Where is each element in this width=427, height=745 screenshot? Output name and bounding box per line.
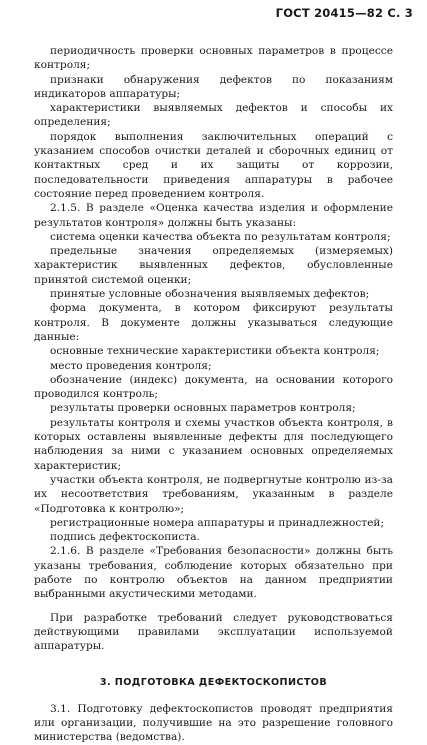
paragraph: периодичность проверки основных параметров в процессе контроля; (34, 45, 393, 72)
clause-3-1: 3.1. Подготовку дефектоскопистов проводят предприятия или организации, получившие на это разрешение головного министерства (ведомства). (34, 702, 393, 744)
paragraph: При разработке требований следует руководствоваться действующими правилами эксплуатации используемой аппаратуры. (34, 611, 393, 653)
clause-2-1-5: 2.1.5. В разделе «Оценка качества изделия и оформление результатов контроля» должны быть указаны: (34, 202, 393, 229)
paragraph: признаки обнаружения дефектов по показаниям индикаторов аппаратуры; (34, 73, 393, 100)
paragraph: место проведения контроля; (50, 359, 212, 372)
paragraph: подпись дефектоскописта. (50, 531, 200, 544)
paragraph: основные технические характеристики объекта контроля; (50, 345, 380, 358)
section-heading: 3. ПОДГОТОВКА ДЕФЕКТОСКОПИСТОВ (99, 677, 328, 689)
paragraph: порядок выполнения заключительных операций с указанием способов очистки деталей и сборочных единиц от контактных сред и их защиты от коррозии, последовательности приведения аппаратуры в рабочее состояние перед проведением контроля. (34, 130, 393, 200)
running-head: ГОСТ 20415—82 С. 3 (275, 6, 413, 20)
page-body (34, 44, 393, 745)
paragraph: характеристики выявляемых дефектов и способы их определения; (34, 102, 393, 129)
paragraph: регистрационные номера аппаратуры и принадлежностей; (50, 516, 385, 529)
paragraph: участки объекта контроля, не подвергнутые контролю из-за их несоответствия требованиям, указанным в разделе «Подготовка к контролю»; (34, 473, 393, 515)
clause-2-1-6: 2.1.6. В разделе «Требования безопасности» должны быть указаны требования, соблюдение которых обязательно при работе по контролю объектов на данном предприятии выбранными акустическими методами. (34, 545, 393, 601)
paragraph: обозначение (индекс) документа, на основании которого проводился контроль; (34, 373, 393, 401)
paragraph: принятые условные обозначения выявляемых дефектов; (50, 288, 370, 301)
paragraph: предельные значения определяемых (измеряемых) характеристик выявленных дефектов, обусловленные принятой системой оценки; (34, 245, 393, 286)
paragraph: форма документа, в котором фиксируют результаты контроля. В документе должны указываться следующие данные: (34, 302, 393, 343)
paragraph: результаты проверки основных параметров контроля; (50, 402, 356, 415)
paragraph: система оценки качества объекта по результатам контроля; (50, 230, 391, 243)
paragraph: результаты контроля и схемы участков объекта контроля, в которых оставлены выявленные дефекты для последующего наблюдения за ними с указанием основных определяемых характеристик; (34, 416, 393, 472)
